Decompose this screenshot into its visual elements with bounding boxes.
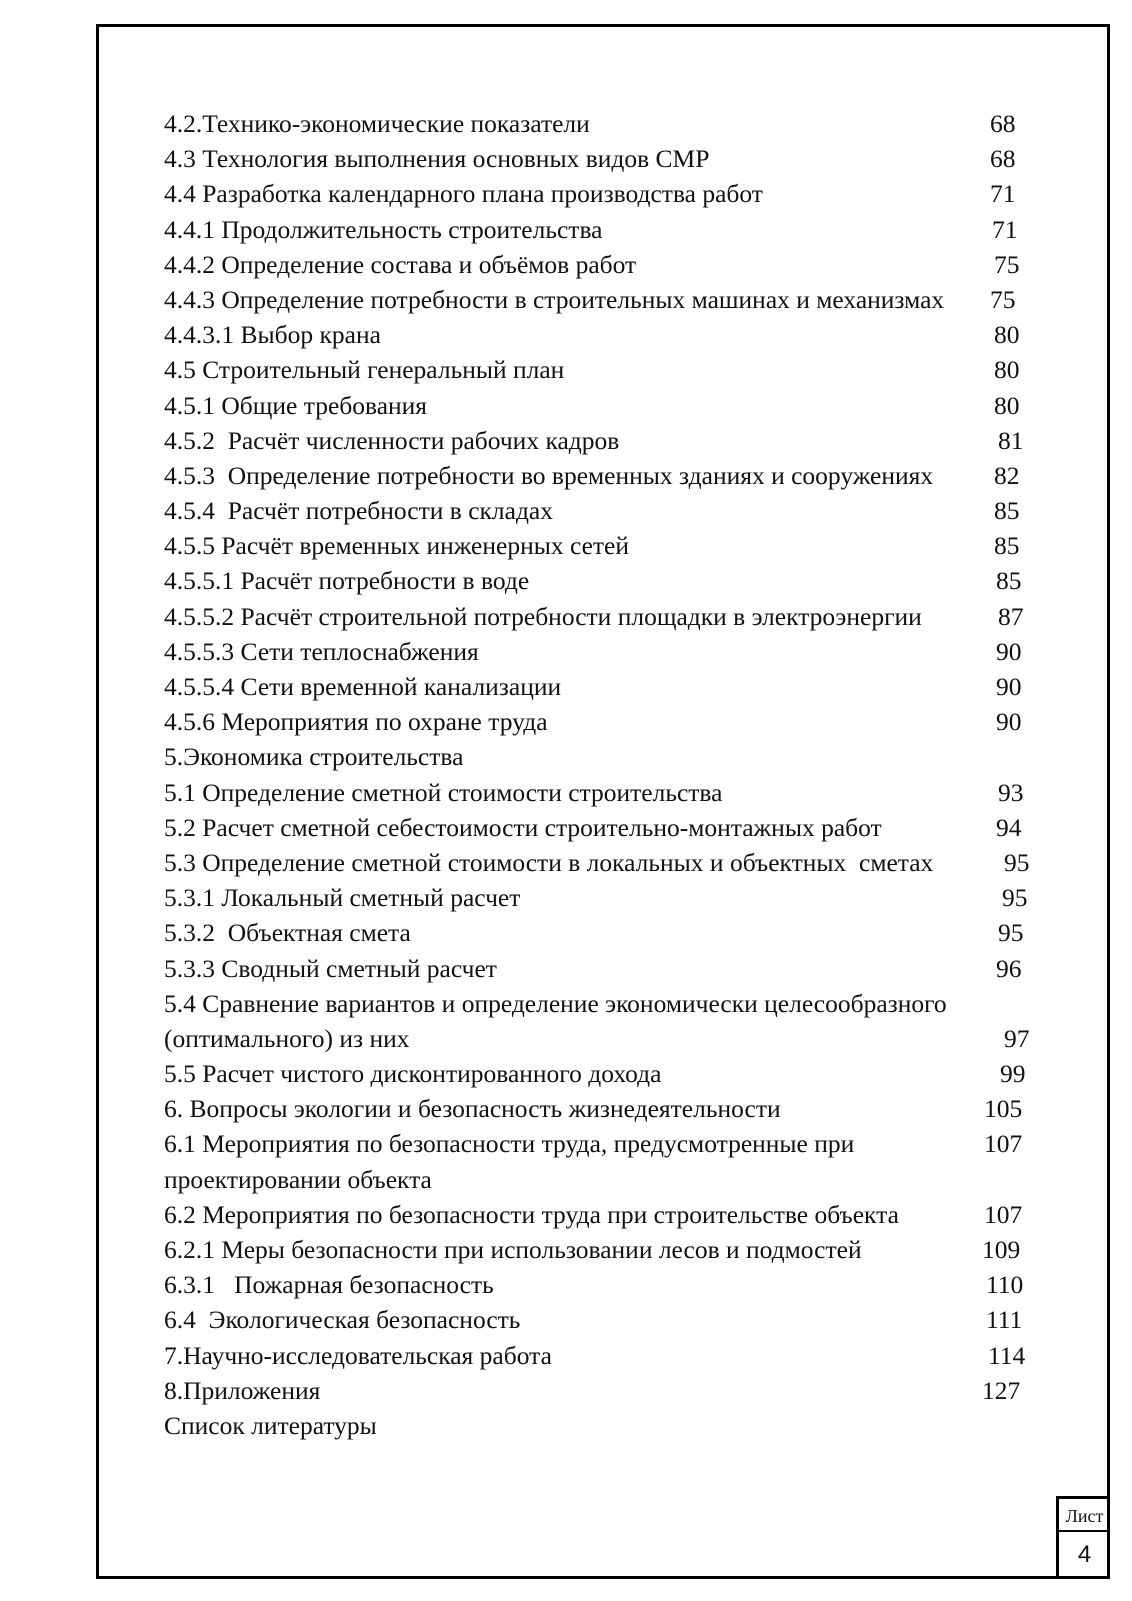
toc-entry-title: 4.3 Технология выполнения основных видов СМР — [164, 144, 710, 174]
toc-entry — [164, 775, 1064, 810]
toc-entry-title: 4.5.4 Расчёт потребности в складах — [164, 496, 553, 526]
sheet-number: 4 — [1056, 1532, 1110, 1579]
toc-entry-title: 4.4 Разработка календарного плана производства работ — [164, 179, 763, 209]
toc-entry-page: 87 — [998, 601, 1024, 631]
toc-entry — [164, 247, 1064, 282]
toc-entry-title: 4.5 Строительный генеральный план — [164, 355, 565, 385]
toc-entry-page: 97 — [1004, 1023, 1030, 1053]
toc-entry-page: 71 — [992, 214, 1018, 244]
toc-entry-page: 114 — [988, 1340, 1026, 1370]
toc-entry-title: 4.5.5.1 Расчёт потребности в воде — [164, 566, 530, 596]
toc-entry — [164, 1197, 1064, 1232]
toc-entry — [164, 915, 1064, 950]
toc-entry-title: 6. Вопросы экологии и безопасность жизнедеятельности — [164, 1094, 781, 1124]
toc-entry-title: 6.4 Экологическая безопасность — [164, 1305, 521, 1335]
toc-entry-title: 5.3.1 Локальный сметный расчет — [164, 883, 521, 913]
toc-entry-title: 8.Приложения — [164, 1375, 321, 1405]
toc-entry-page: 85 — [994, 496, 1020, 526]
toc-entry-title: 4.5.5.2 Расчёт строительной потребности площадки в электроэнергии — [164, 601, 922, 631]
toc-entry-page: 75 — [994, 249, 1020, 279]
toc-entry-title: 7.Научно-исследовательская работа — [164, 1340, 552, 1370]
toc-entry-title: 4.5.5.3 Сети теплоснабжения — [164, 636, 479, 666]
toc-entry-page: 90 — [996, 707, 1022, 737]
toc-entry-title: 5.2 Расчет сметной себестоимости строительно-монтажных работ — [164, 812, 882, 842]
toc-entry — [164, 1267, 1064, 1302]
toc-entry-page: 80 — [994, 320, 1020, 350]
toc-entry-title: 5.3.2 Объектная смета — [164, 918, 411, 948]
toc-entry-page: 80 — [994, 390, 1020, 420]
toc-entry — [164, 669, 1064, 704]
toc-entry-page: 90 — [996, 636, 1022, 666]
toc-entry-page: 127 — [982, 1375, 1021, 1405]
toc-entry-page: 85 — [996, 566, 1022, 596]
toc-entry-page: 85 — [994, 531, 1020, 561]
toc-entry — [164, 880, 1064, 915]
toc-entry-title: 4.5.1 Общие требования — [164, 390, 428, 420]
toc-entry-page: 109 — [982, 1235, 1021, 1265]
toc-entry-page: 95 — [1004, 847, 1030, 877]
toc-entry-page: 68 — [990, 109, 1016, 138]
toc-entry — [164, 951, 1064, 986]
toc-entry — [164, 845, 1064, 880]
toc-entry-title: 4.4.1 Продолжительность строительства — [164, 214, 603, 244]
toc-entry-title: 5.Экономика строительства — [164, 742, 464, 772]
toc-entry — [164, 1302, 1064, 1337]
toc-entry-title: 6.1 Мероприятия по безопасности труда, предусмотренные при проектировании объекта — [164, 1129, 855, 1194]
toc-entry — [164, 634, 1064, 669]
toc-entry-page: 107 — [984, 1129, 1023, 1159]
toc-entry-title: 4.5.3 Определение потребности во временных зданиях и сооружениях — [164, 460, 934, 490]
toc-entry — [164, 986, 1064, 1056]
toc-entry-title: 4.5.2 Расчёт численности рабочих кадров — [164, 425, 620, 455]
toc-entry-title: 4.4.3 Определение потребности в строительных машинах и механизмах — [164, 284, 945, 314]
toc-entry — [164, 704, 1064, 739]
toc-entry-title: 5.3.3 Сводный сметный расчет — [164, 953, 497, 983]
toc-entry-page: 94 — [996, 812, 1022, 842]
table-of-contents — [164, 106, 1064, 1443]
toc-entry — [164, 1056, 1064, 1091]
toc-entry-page: 105 — [984, 1094, 1023, 1124]
toc-entry — [164, 423, 1064, 458]
toc-entry — [164, 282, 1064, 317]
toc-entry-title: 4.5.6 Мероприятия по охране труда — [164, 707, 548, 737]
toc-entry — [164, 352, 1064, 387]
toc-entry-title: Список литературы — [164, 1410, 377, 1440]
sheet-label: Лист — [1056, 1496, 1110, 1532]
toc-entry-title: 5.4 Сравнение вариантов и определение экономически целесообразного (оптимального) из них — [164, 988, 947, 1053]
toc-entry — [164, 493, 1064, 528]
toc-entry — [164, 1338, 1064, 1373]
toc-entry — [164, 388, 1064, 423]
toc-entry-title: 4.5.5 Расчёт временных инженерных сетей — [164, 531, 630, 561]
toc-entry-page: 93 — [998, 777, 1024, 807]
toc-entry-title: 4.4.2 Определение состава и объёмов работ — [164, 249, 637, 279]
toc-entry — [164, 1232, 1064, 1267]
toc-entry-title: 5.3 Определение сметной стоимости в локальных и объектных сметах — [164, 847, 934, 877]
toc-entry-title: 4.4.3.1 Выбор крана — [164, 320, 381, 350]
toc-entry-page: 107 — [984, 1199, 1023, 1229]
toc-entry-page: 95 — [1002, 883, 1028, 913]
toc-entry-title: 5.1 Определение сметной стоимости строительства — [164, 777, 723, 807]
toc-entry-title: 4.2.Технико-экономические показатели — [164, 109, 590, 138]
toc-entry-page: 95 — [998, 918, 1024, 948]
toc-entry-page: 90 — [996, 672, 1022, 701]
toc-entry-title: 6.2 Мероприятия по безопасности труда при строительстве объекта — [164, 1199, 899, 1229]
toc-entry — [164, 106, 1064, 141]
toc-entry-page: 96 — [996, 953, 1022, 983]
toc-entry-page: 81 — [998, 425, 1024, 455]
toc-entry-page: 75 — [990, 284, 1016, 314]
toc-entry — [164, 810, 1064, 845]
toc-entry — [164, 141, 1064, 176]
toc-entry — [164, 1091, 1064, 1126]
toc-entry-title: 6.3.1 Пожарная безопасность — [164, 1270, 494, 1300]
toc-entry — [164, 1373, 1064, 1408]
toc-entry-page: 68 — [990, 144, 1016, 174]
toc-entry-title: 6.2.1 Меры безопасности при использовании лесов и подмостей — [164, 1235, 862, 1265]
toc-entry — [164, 1126, 1064, 1196]
toc-entry — [164, 1408, 1064, 1443]
toc-entry — [164, 317, 1064, 352]
toc-entry-page: 80 — [994, 355, 1020, 385]
toc-entry — [164, 739, 1064, 774]
toc-entry — [164, 563, 1064, 598]
toc-entry-page: 82 — [994, 460, 1020, 490]
toc-entry — [164, 212, 1064, 247]
toc-entry — [164, 599, 1064, 634]
toc-entry-page: 110 — [986, 1270, 1024, 1300]
toc-entry — [164, 176, 1064, 211]
toc-entry-page: 111 — [986, 1305, 1023, 1335]
toc-entry-page: 99 — [1000, 1059, 1026, 1089]
toc-entry — [164, 528, 1064, 563]
toc-entry — [164, 458, 1064, 493]
toc-entry-page: 71 — [990, 179, 1016, 209]
toc-entry-title: 4.5.5.4 Сети временной канализации — [164, 672, 562, 701]
toc-entry-title: 5.5 Расчет чистого дисконтированного дохода — [164, 1059, 662, 1089]
